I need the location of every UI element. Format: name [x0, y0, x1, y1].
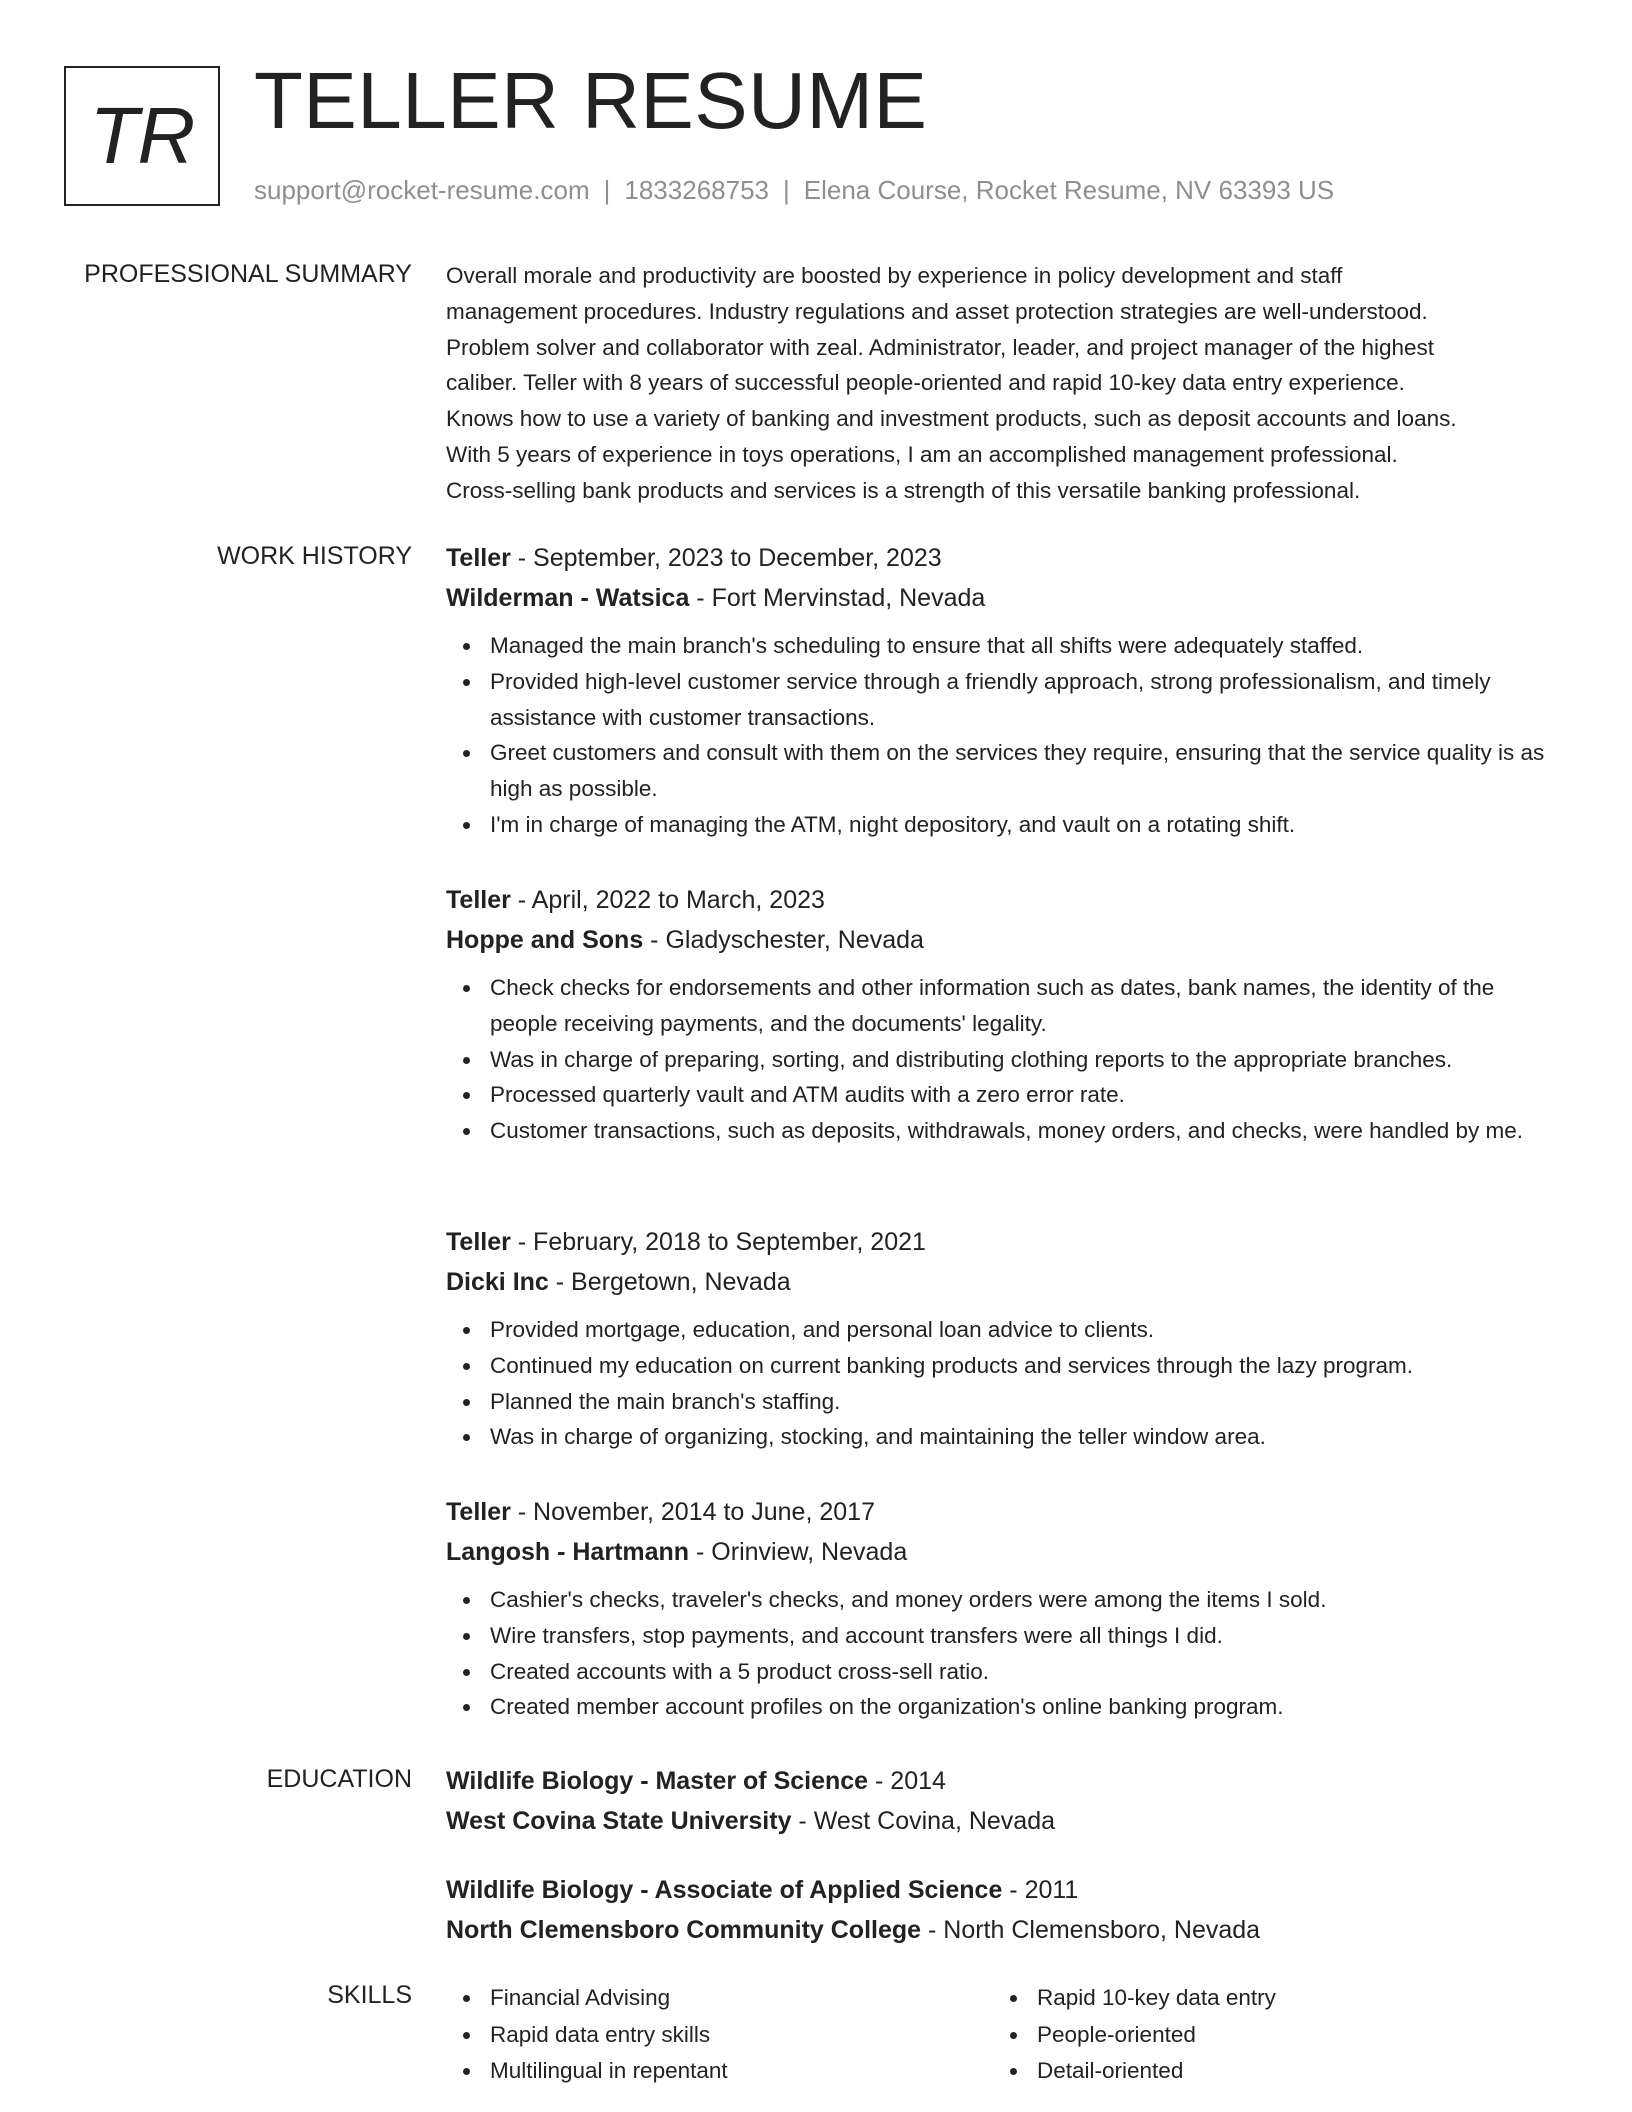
job-title-line — [446, 880, 1566, 920]
education-degree-line — [446, 1870, 1566, 1910]
monogram-box — [64, 66, 220, 206]
job-bullet: Was in charge of preparing, sorting, and distributing clothing reports to the appropriate branches. — [490, 1042, 1566, 1078]
summary-line: Overall morale and productivity are boosted by experience in policy development and staff — [446, 263, 1343, 288]
summary-line: Cross-selling bank products and services is a strength of this versatile banking professional. — [446, 477, 1361, 503]
skills-list — [446, 1980, 966, 2090]
job-bullet: Managed the main branch's scheduling to ensure that all shifts were adequately staffed. — [490, 628, 1566, 664]
contact-email: support@rocket-resume.com — [254, 175, 590, 205]
job-bullet: Greet customers and consult with them on the services they require, ensuring that the service quality is as high as possible. — [490, 735, 1566, 807]
education-degree: Wildlife Biology - Master of Science — [446, 1767, 869, 1795]
education-school: West Covina State University — [446, 1807, 792, 1835]
education-school: North Clemensboro Community College — [446, 1916, 922, 1944]
education-year: - 2011 — [1002, 1876, 1079, 1904]
job-entry — [446, 1222, 1566, 1455]
section-label-education: EDUCATION — [266, 1765, 412, 1793]
contact-separator: | — [783, 175, 790, 205]
contact-address: Elena Course, Rocket Resume, NV 63393 US — [803, 175, 1335, 205]
summary-body — [446, 258, 1566, 509]
summary-line: Problem solver and collaborator with zeal. Administrator, leader, and project manager of the highest — [446, 334, 1435, 360]
job-entry — [446, 880, 1566, 1149]
job-location: - Gladyschester, Nevada — [643, 926, 924, 954]
job-bullets — [446, 1582, 1566, 1725]
summary-paragraph — [446, 258, 1566, 509]
summary-line: With 5 years of experience in toys operations, I am an accomplished management professional. — [446, 441, 1398, 467]
job-dates: - September, 2023 to December, 2023 — [510, 544, 942, 572]
job-location: - Fort Mervinstad, Nevada — [689, 584, 986, 612]
job-bullet: Provided high-level customer service through a friendly approach, strong professionalism, and timely assistance with customer transactions. — [490, 664, 1566, 736]
job-bullets — [446, 1312, 1566, 1455]
contact-phone: 1833268753 — [624, 175, 769, 205]
skills-body — [446, 1980, 1566, 2090]
job-bullet: Was in charge of organizing, stocking, and maintaining the teller window area. — [490, 1419, 1566, 1455]
education-entry — [446, 1870, 1566, 1950]
job-company: Wilderman - Watsica — [446, 584, 690, 612]
job-entry — [446, 1492, 1566, 1725]
job-bullet: Cashier's checks, traveler's checks, and money orders were among the items I sold. — [490, 1582, 1566, 1618]
summary-line: caliber. Teller with 8 years of successful people-oriented and rapid 10-key data entry experience. — [446, 370, 1405, 396]
section-label-summary: PROFESSIONAL SUMMARY — [84, 260, 412, 288]
job-title-line — [446, 538, 1566, 578]
job-title: Teller — [446, 1498, 511, 1526]
contact-line — [254, 174, 1334, 206]
skill-item: Multilingual in repentant — [490, 2053, 966, 2090]
skill-item: People-oriented — [1037, 2017, 1513, 2054]
job-location: - Bergetown, Nevada — [548, 1268, 791, 1296]
skill-item: Financial Advising — [490, 1980, 966, 2017]
job-bullet: Created member account profiles on the organization's online banking program. — [490, 1689, 1566, 1725]
job-company: Langosh - Hartmann — [446, 1538, 690, 1566]
monogram-initials: TR — [89, 91, 195, 180]
skill-item: Detail-oriented — [1037, 2053, 1513, 2090]
job-dates: - November, 2014 to June, 2017 — [510, 1498, 875, 1526]
education-school-line — [446, 1910, 1566, 1950]
skill-item: Rapid data entry skills — [490, 2017, 966, 2054]
job-dates: - February, 2018 to September, 2021 — [510, 1228, 926, 1256]
job-bullet: Continued my education on current banking products and services through the lazy program. — [490, 1348, 1566, 1384]
job-bullet: Check checks for endorsements and other information such as dates, bank names, the identity of the people receiving payments, and the documents' legality. — [490, 970, 1566, 1042]
job-bullet: Provided mortgage, education, and personal loan advice to clients. — [490, 1312, 1566, 1348]
job-company-line — [446, 578, 1566, 618]
job-title-line — [446, 1492, 1566, 1532]
education-year: - 2014 — [868, 1767, 946, 1795]
job-title: Teller — [446, 1228, 511, 1256]
job-title-line — [446, 1222, 1566, 1262]
job-dates: - April, 2022 to March, 2023 — [510, 886, 825, 914]
section-label-skills: SKILLS — [327, 1981, 412, 2009]
education-location: - West Covina, Nevada — [791, 1807, 1056, 1835]
job-bullet: I'm in charge of managing the ATM, night depository, and vault on a rotating shift. — [490, 807, 1566, 843]
education-degree-line — [446, 1761, 1566, 1801]
job-entry — [446, 538, 1566, 843]
job-company-line — [446, 1532, 1566, 1572]
skill-item: Rapid 10-key data entry — [1037, 1980, 1513, 2017]
section-label-work-history: WORK HISTORY — [217, 542, 412, 570]
skills-column-right — [993, 1980, 1513, 2090]
contact-separator: | — [603, 175, 611, 205]
job-bullet: Processed quarterly vault and ATM audits with a zero error rate. — [490, 1077, 1566, 1113]
skills-column-left — [446, 1980, 966, 2090]
education-degree: Wildlife Biology - Associate of Applied Science — [446, 1876, 1003, 1904]
education-school-line — [446, 1801, 1566, 1841]
job-title: Teller — [446, 886, 511, 914]
job-bullet: Customer transactions, such as deposits, withdrawals, money orders, and checks, were handled by me. — [490, 1113, 1566, 1149]
job-bullet: Wire transfers, stop payments, and account transfers were all things I did. — [490, 1618, 1566, 1654]
job-company-line — [446, 920, 1566, 960]
job-bullets — [446, 628, 1566, 843]
education-location: - North Clemensboro, Nevada — [921, 1916, 1261, 1944]
job-bullet: Created accounts with a 5 product cross-sell ratio. — [490, 1654, 1566, 1690]
resume-title: TELLER RESUME — [254, 56, 928, 145]
job-title: Teller — [446, 544, 511, 572]
job-company: Hoppe and Sons — [446, 926, 644, 954]
summary-line: Knows how to use a variety of banking and investment products, such as deposit accounts and loans. — [446, 406, 1457, 432]
skills-list — [993, 1980, 1513, 2090]
job-bullet: Planned the main branch's staffing. — [490, 1384, 1566, 1420]
education-entry — [446, 1761, 1566, 1841]
job-company: Dicki Inc — [446, 1268, 549, 1296]
job-location: - Orinview, Nevada — [689, 1538, 908, 1566]
job-company-line — [446, 1262, 1566, 1302]
summary-line: management procedures. Industry regulations and asset protection strategies are well-understood. — [446, 298, 1428, 324]
job-bullets — [446, 970, 1566, 1149]
